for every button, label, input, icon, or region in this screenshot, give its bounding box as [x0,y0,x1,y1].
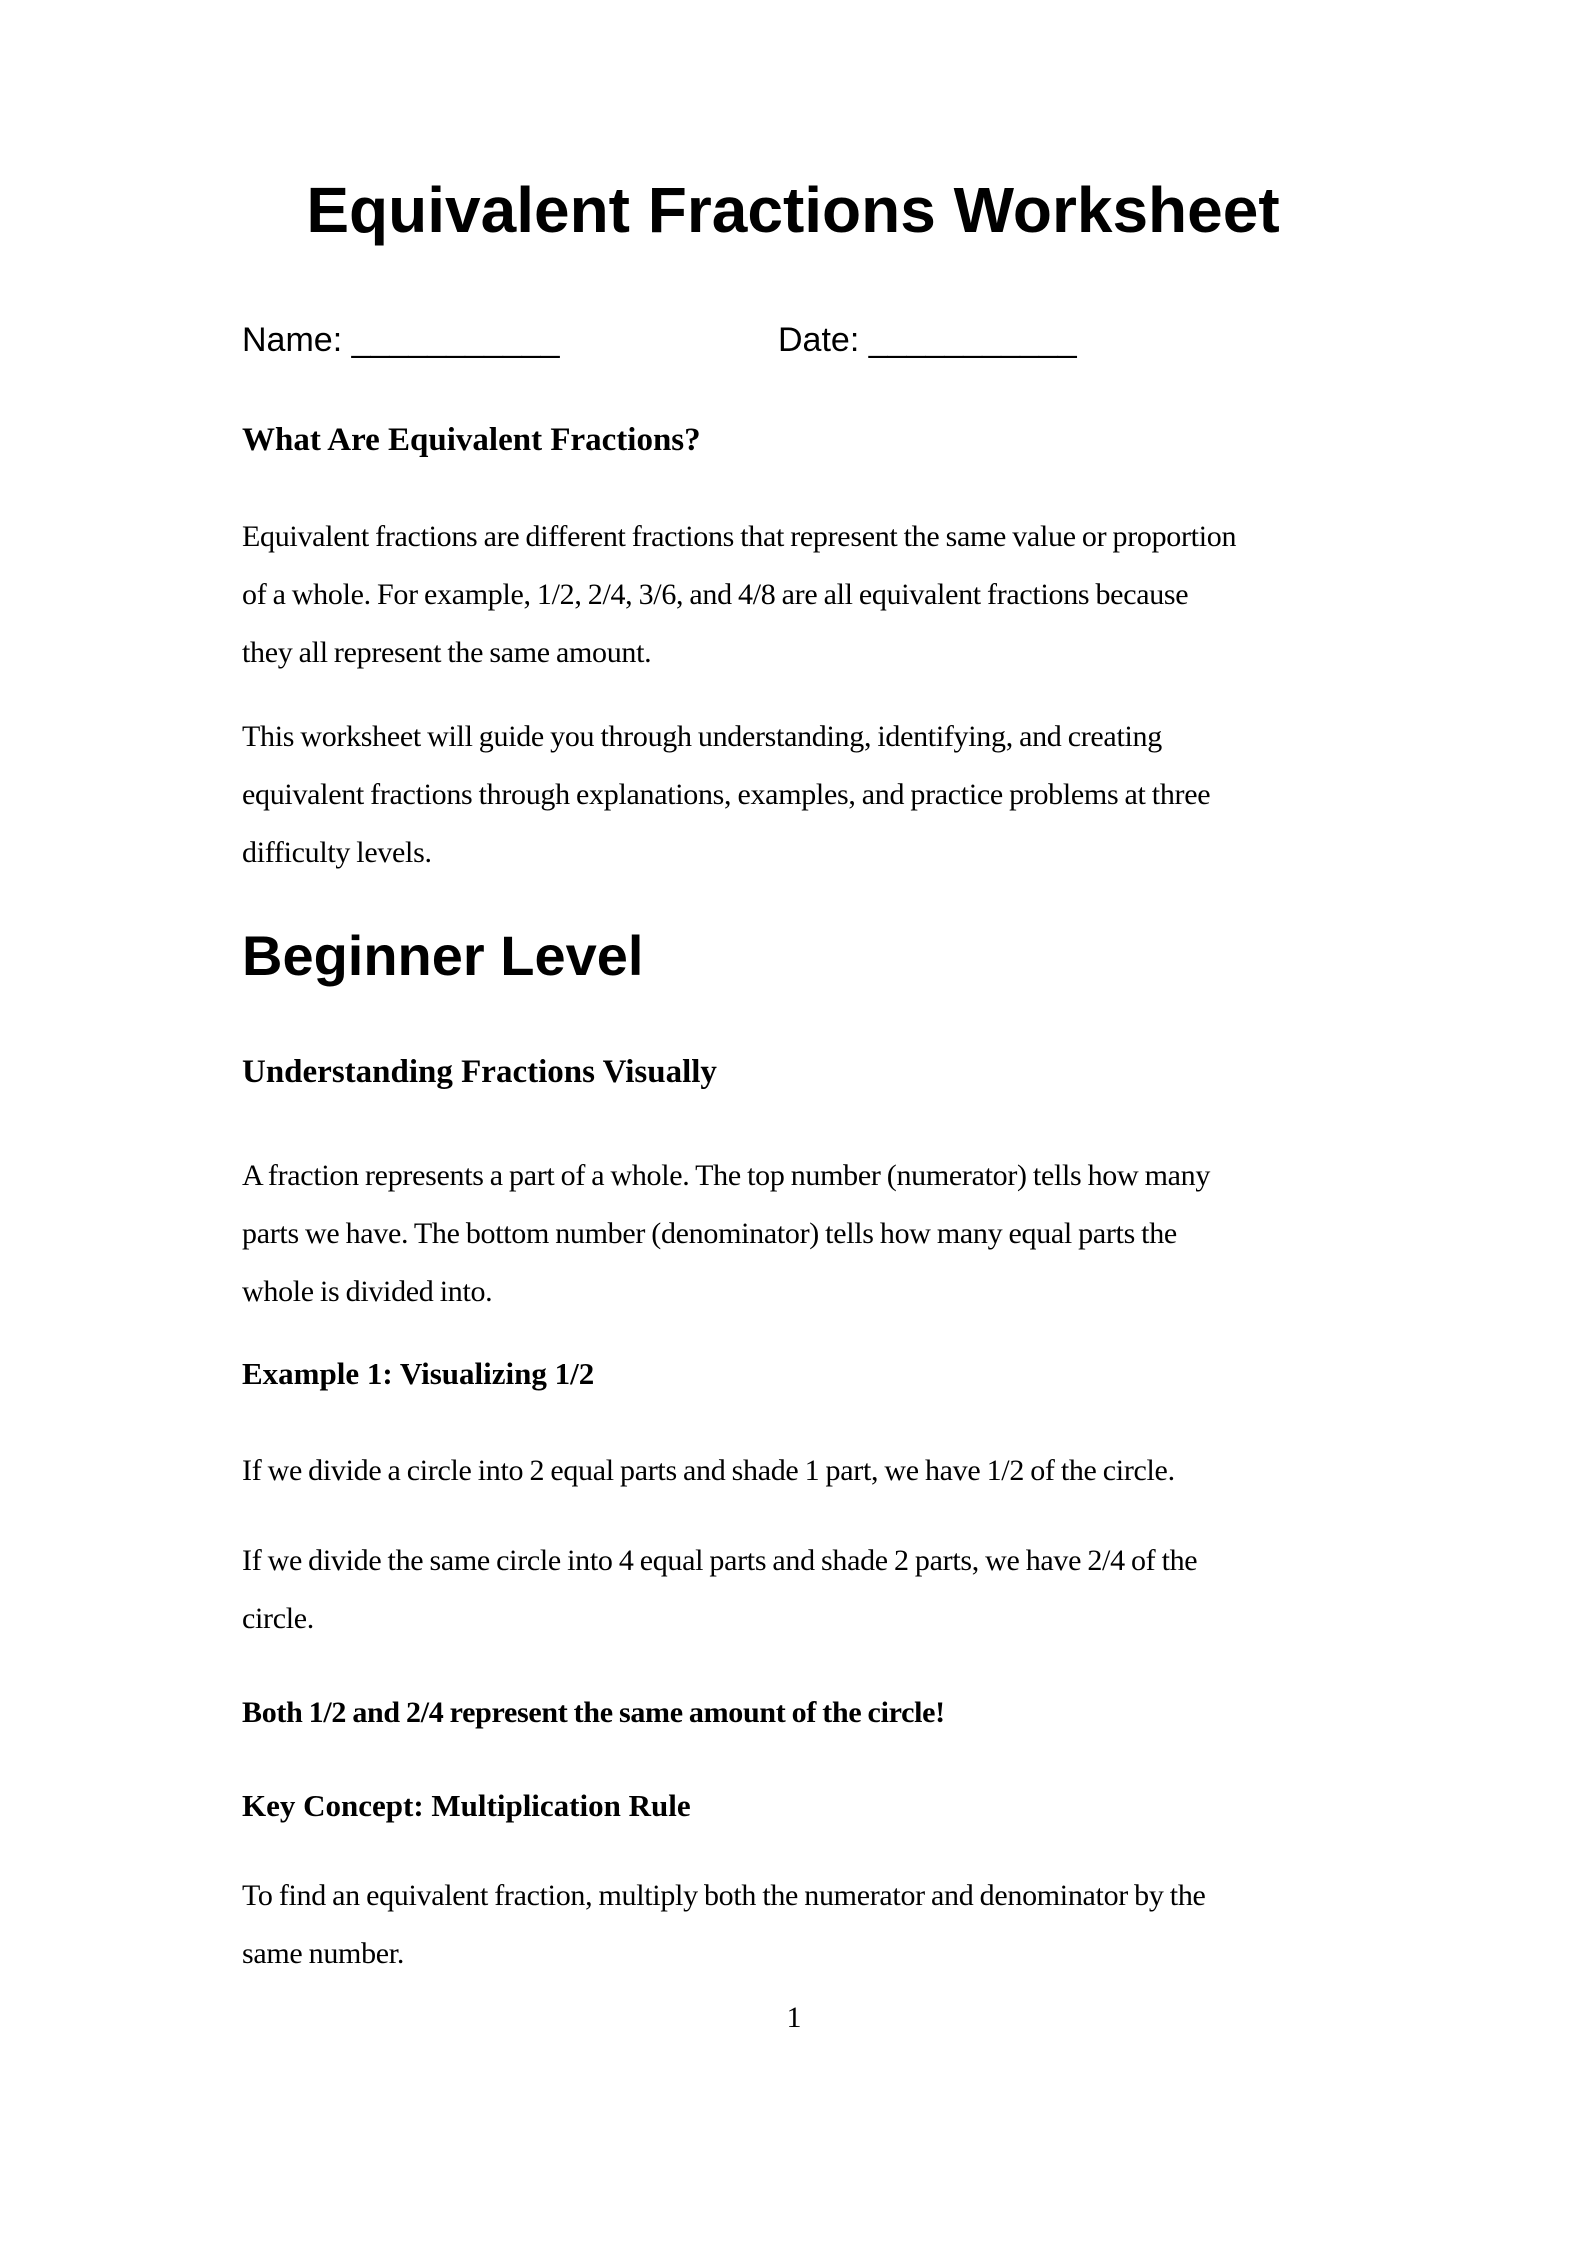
intro-paragraph-1 [242,508,1344,682]
date-field [778,320,1077,361]
name-field [242,320,778,361]
name-blank-line: ___________ [351,321,560,359]
paragraph-line: To find an equivalent fraction, multiply both the numerator and denominator by the [242,1879,1206,1912]
paragraph-line: If we divide a circle into 2 equal parts and shade 1 part, we have 1/2 of the circle. [242,1454,1175,1487]
paragraph-line: same number. [242,1937,405,1970]
emphasis-statement [242,1684,1344,1742]
beginner-paragraph-2 [242,1442,1344,1500]
heading-example-1: Example 1: Visualizing 1/2 [242,1356,595,1391]
date-label: Date: [778,321,860,359]
paragraph-line: they all represent the same amount. [242,636,652,669]
intro-paragraph-2 [242,708,1344,882]
beginner-paragraph-1 [242,1147,1344,1321]
paragraph-line: If we divide the same circle into 4 equal parts and shade 2 parts, we have 2/4 of the [242,1544,1198,1577]
section-heading-what-are-equivalent-fractions: What Are Equivalent Fractions? [242,422,701,458]
page-number: 1 [786,2001,802,2034]
paragraph-line: difficulty levels. [242,836,432,869]
paragraph-line: parts we have. The bottom number (denominator) tells how many equal parts the [242,1217,1177,1250]
heading-key-concept: Key Concept: Multiplication Rule [242,1788,691,1823]
section-heading-beginner-level: Beginner Level [242,924,644,987]
date-blank-line: ___________ [868,321,1077,359]
paragraph-line: Equivalent fractions are different fractions that represent the same value or proportion [242,520,1237,553]
name-label: Name: [242,321,343,359]
paragraph-line: of a whole. For example, 1/2, 2/4, 3/6, and 4/8 are all equivalent fractions because [242,578,1189,611]
section-heading-understanding-fractions-visually: Understanding Fractions Visually [242,1054,717,1090]
page-title: Equivalent Fractions Worksheet [306,174,1280,246]
beginner-paragraph-3 [242,1532,1344,1648]
paragraph-line: equivalent fractions through explanations, examples, and practice problems at three [242,778,1211,811]
paragraph-line: Both 1/2 and 2/4 represent the same amount of the circle! [242,1696,945,1729]
paragraph-line: This worksheet will guide you through understanding, identifying, and creating [242,720,1162,753]
paragraph-line: A fraction represents a part of a whole. The top number (numerator) tells how many [242,1159,1211,1192]
beginner-paragraph-4 [242,1867,1344,1983]
paragraph-line: circle. [242,1602,315,1635]
paragraph-line: whole is divided into. [242,1275,493,1308]
name-date-row [242,320,1344,361]
